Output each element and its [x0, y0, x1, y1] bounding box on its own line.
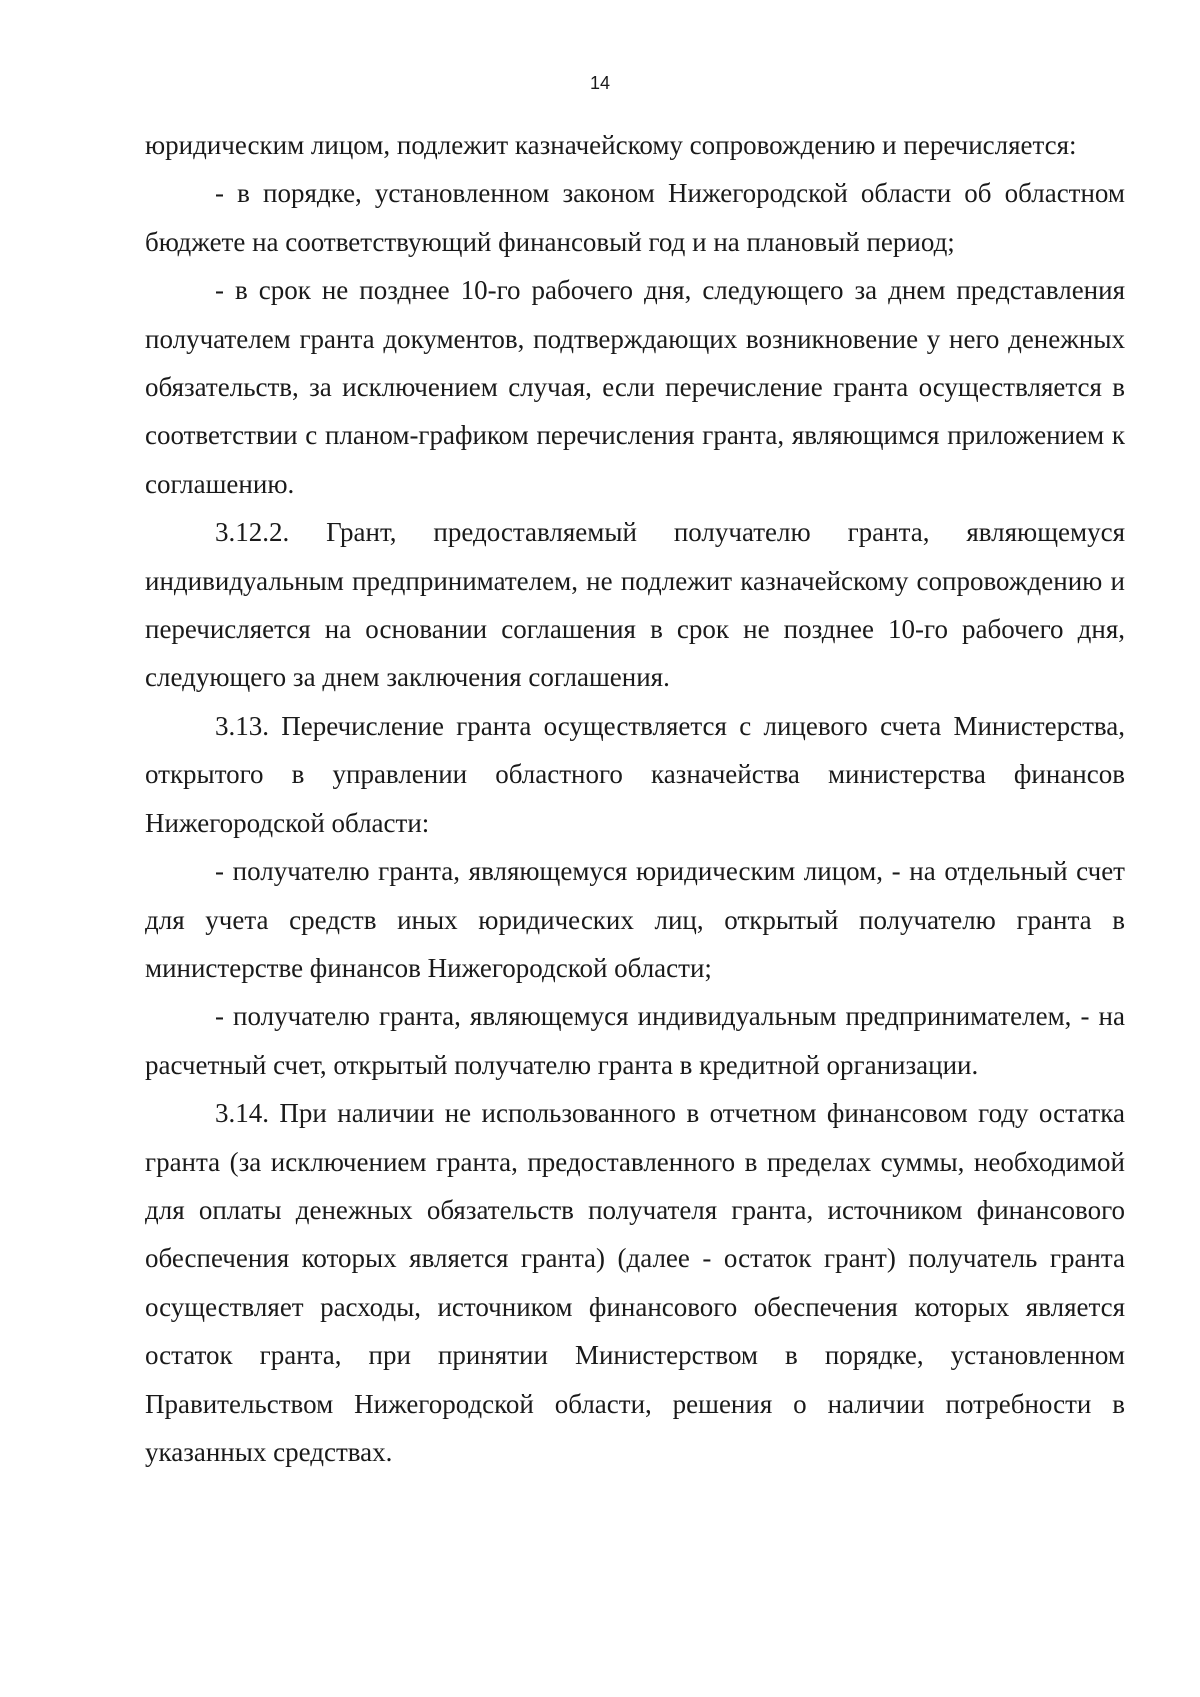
page-number: 14 — [589, 73, 611, 93]
paragraph-3-13: 3.13. Перечисление гранта осуществляется с лицевого счета Министерства, открытого в управлении областного казначейства министерства финансов Нижегородской области: — [145, 710, 1125, 838]
paragraph-3-12-2: 3.12.2. Грант, предоставляемый получателю гранта, являющемуся индивидуальным предпринимателем, не подлежит казначейскому сопровождению и перечисляется на основании соглашения в срок не позднее 10-го рабочего дня, следующего за днем заключения соглашения. — [145, 517, 1125, 693]
document-body — [145, 121, 1125, 1476]
paragraph-list-item-deadline: - в срок не позднее 10-го рабочего дня, следующего за днем представления получателем гранта документов, подтверждающих возникновение у него денежных обязательств, за исключением случая, если перечисление гранта осуществляется в соответствии с планом-графиком перечисления гранта, являющимся приложением к соглашению. — [145, 275, 1125, 499]
paragraph-list-item-budget-law: - в порядке, установленном законом Нижегородской области об областном бюджете на соответствующий финансовый год и на плановый период; — [145, 178, 1125, 257]
paragraph-list-item-legal-entity: - получателю гранта, являющемуся юридическим лицом, - на отдельный счет для учета средств иных юридических лиц, открытый получателю гранта в министерстве финансов Нижегородской области; — [145, 856, 1125, 983]
paragraph-3-14: 3.14. При наличии не использованного в отчетном финансовом году остатка гранта (за исключением гранта, предоставленного в пределах суммы, необходимой для оплаты денежных обязательств получателя гранта, источником финансового обеспечения которых является гранта) (далее - остаток грант) получатель гранта осуществляет расходы, источником финансового обеспечения которых является остаток гранта, при принятии Министерством в порядке, установленном Правительством Нижегородской области, решения о наличии потребности в указанных средствах. — [145, 1098, 1125, 1467]
paragraph-list-item-entrepreneur: - получателю гранта, являющемуся индивидуальным предпринимателем, - на расчетный счет, открытый получателю гранта в кредитной организации. — [145, 1001, 1125, 1080]
paragraph-continuation: юридическим лицом, подлежит казначейскому сопровождению и перечисляется: — [145, 130, 1077, 160]
